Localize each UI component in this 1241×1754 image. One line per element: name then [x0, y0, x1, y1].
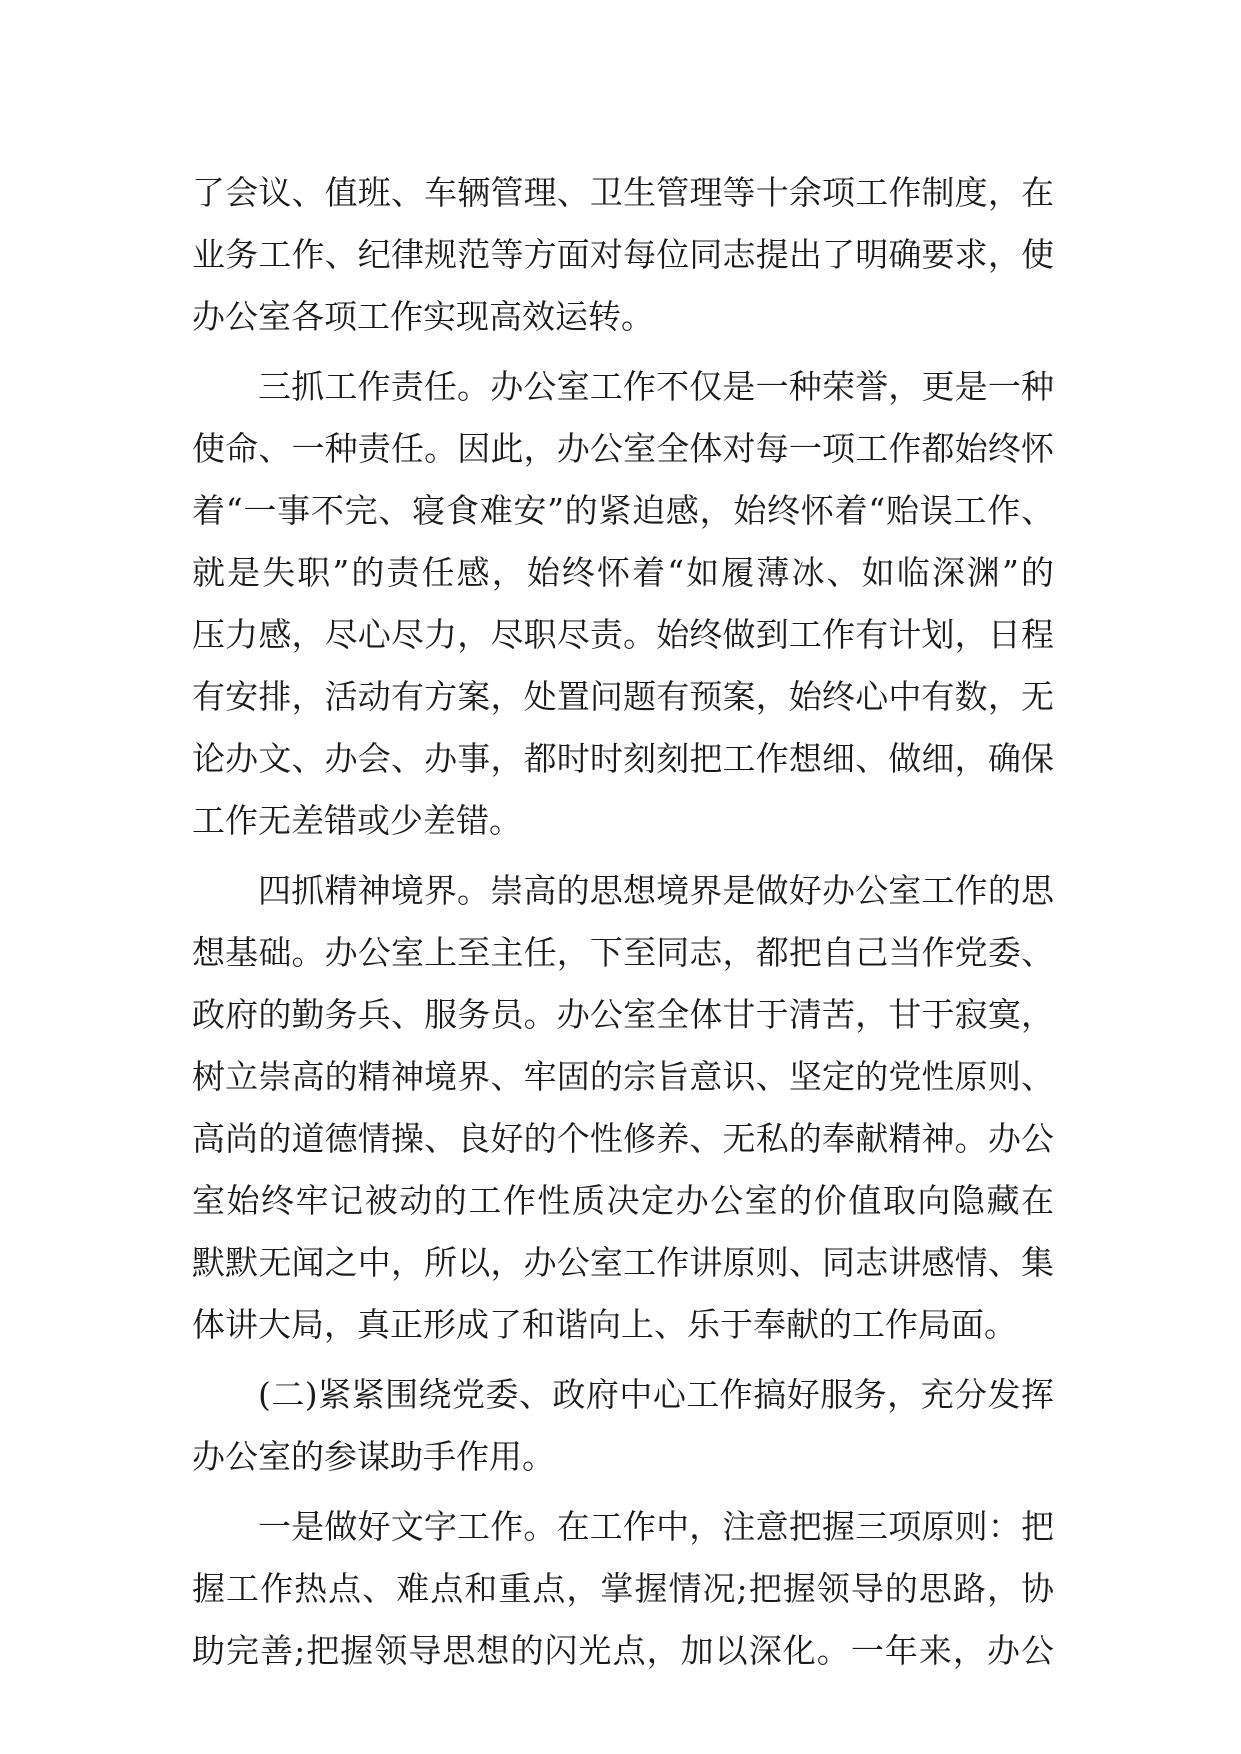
text-line: 着“一事不完、寝食难安”的紧迫感，始终怀着“贻误工作、: [192, 491, 1054, 530]
text-line: 有安排，活动有方案，处置问题有预案，始终心中有数，无: [192, 677, 1054, 716]
text-line: 室始终牢记被动的工作性质决定办公室的价值取向隐藏在: [192, 1181, 1054, 1220]
text-line: 工作无差错或少差错。: [192, 801, 522, 840]
body-text: [192, 162, 1054, 1682]
paragraph: [192, 356, 1054, 852]
text-line: 助完善;把握领导思想的闪光点，加以深化。一年来，办公: [192, 1631, 1054, 1670]
text-line: 一是做好文字工作。在工作中，注意把握三项原则：把: [258, 1507, 1054, 1546]
paragraph: [192, 1496, 1054, 1682]
text-line: 默默无闻之中，所以，办公室工作讲原则、同志讲感情、集: [192, 1243, 1054, 1282]
text-line: 高尚的道德情操、良好的个性修养、无私的奉献精神。办公: [192, 1119, 1054, 1158]
text-line: 想基础。办公室上至主任，下至同志，都把自己当作党委、: [192, 933, 1054, 972]
text-line: 政府的勤务兵、服务员。办公室全体甘于清苦，甘于寂寞，: [192, 995, 1054, 1034]
text-line: (二)紧紧围绕党委、政府中心工作搞好服务，充分发挥: [258, 1375, 1054, 1414]
text-line: 办公室各项工作实现高效运转。: [192, 297, 654, 336]
text-line: 四抓精神境界。崇高的思想境界是做好办公室工作的思: [258, 871, 1054, 910]
paragraph: [192, 860, 1054, 1356]
text-line: 三抓工作责任。办公室工作不仅是一种荣誉，更是一种: [258, 367, 1054, 406]
text-line: 就是失职”的责任感，始终怀着“如履薄冰、如临深渊”的: [192, 553, 1054, 592]
text-line: 论办文、办会、办事，都时时刻刻把工作想细、做细，确保: [192, 739, 1054, 778]
text-line: 握工作热点、难点和重点，掌握情况;把握领导的思路，协: [192, 1569, 1054, 1608]
paragraph: [192, 162, 1054, 348]
text-line: 使命、一种责任。因此，办公室全体对每一项工作都始终怀: [192, 429, 1054, 468]
text-line: 压力感，尽心尽力，尽职尽责。始终做到工作有计划，日程: [192, 615, 1054, 654]
paragraph: [192, 1364, 1054, 1488]
text-line: 体讲大局，真正形成了和谐向上、乐于奉献的工作局面。: [192, 1305, 1017, 1344]
text-line: 业务工作、纪律规范等方面对每位同志提出了明确要求，使: [192, 235, 1054, 274]
text-line: 办公室的参谋助手作用。: [192, 1437, 555, 1476]
text-line: 了会议、值班、车辆管理、卫生管理等十余项工作制度，在: [192, 173, 1054, 212]
text-line: 树立崇高的精神境界、牢固的宗旨意识、坚定的党性原则、: [192, 1057, 1054, 1096]
